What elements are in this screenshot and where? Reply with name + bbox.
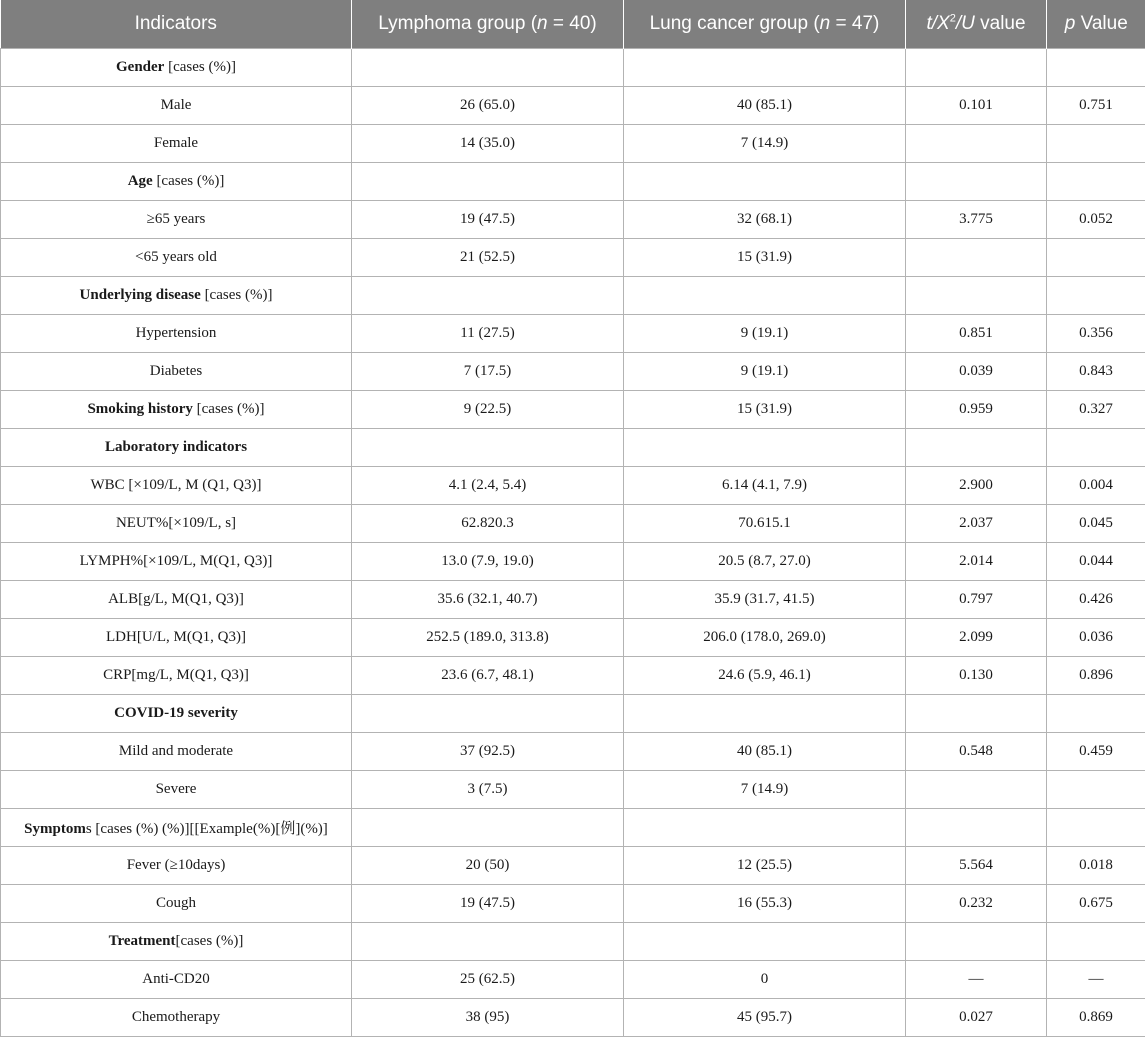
lymphoma-cell: 19 (47.5) — [352, 885, 624, 923]
lung-cancer-cell: 70.615.1 — [624, 505, 906, 543]
section-title: Laboratory indicators — [104, 439, 248, 455]
statistic-cell — [906, 695, 1047, 733]
p-value-cell: 0.426 — [1047, 581, 1145, 619]
lung-cancer-cell — [624, 695, 906, 733]
indicator-cell: Cough — [1, 885, 352, 923]
statistic-cell: 0.797 — [906, 581, 1047, 619]
p-value-cell: 0.052 — [1047, 201, 1145, 239]
section-row — [1, 391, 1145, 429]
indicator-cell: CRP[mg/L, M(Q1, Q3)] — [1, 657, 352, 695]
p-value-cell — [1047, 429, 1145, 467]
section-title-suffix: [cases (%)] — [152, 173, 225, 189]
section-row — [1, 695, 1145, 733]
p-value-cell: 0.045 — [1047, 505, 1145, 543]
table-body — [1, 49, 1145, 1037]
indicator-cell: Fever (≥10days) — [1, 847, 352, 885]
lymphoma-cell: 252.5 (189.0, 313.8) — [352, 619, 624, 657]
p-value-cell — [1047, 809, 1145, 847]
p-value-cell — [1047, 277, 1145, 315]
p-value-cell: 0.036 — [1047, 619, 1145, 657]
lymphoma-cell: 11 (27.5) — [352, 315, 624, 353]
p-value-cell: 0.896 — [1047, 657, 1145, 695]
statistic-cell: 2.900 — [906, 467, 1047, 505]
statistic-cell: 2.099 — [906, 619, 1047, 657]
table-row — [1, 999, 1145, 1037]
statistic-cell: 0.959 — [906, 391, 1047, 429]
lung-cancer-cell: 16 (55.3) — [624, 885, 906, 923]
table-row — [1, 467, 1145, 505]
p-value-cell — [1047, 695, 1145, 733]
indicator-cell — [1, 391, 352, 429]
indicator-cell: Diabetes — [1, 353, 352, 391]
table-row — [1, 657, 1145, 695]
table-row — [1, 961, 1145, 999]
section-title-suffix: s [cases (%) (%)][[Example(%)[例](%)] — [85, 821, 328, 837]
section-title-suffix: [cases (%)] — [164, 59, 236, 75]
lung-cancer-cell: 35.9 (31.7, 41.5) — [624, 581, 906, 619]
statistic-cell: 5.564 — [906, 847, 1047, 885]
indicator-cell — [1, 277, 352, 315]
table-row — [1, 543, 1145, 581]
lymphoma-cell: 14 (35.0) — [352, 125, 624, 163]
header-indicators-text: Indicators — [134, 13, 217, 34]
p-value-cell — [1047, 125, 1145, 163]
statistic-cell: 0.039 — [906, 353, 1047, 391]
table-row — [1, 315, 1145, 353]
indicator-cell: Mild and moderate — [1, 733, 352, 771]
lung-cancer-cell: 6.14 (4.1, 7.9) — [624, 467, 906, 505]
p-value-cell — [1047, 923, 1145, 961]
p-value-cell: 0.327 — [1047, 391, 1145, 429]
lung-cancer-cell: 15 (31.9) — [624, 239, 906, 277]
header-p-italic: p — [1064, 13, 1076, 34]
statistic-cell: 2.037 — [906, 505, 1047, 543]
lymphoma-cell: 21 (52.5) — [352, 239, 624, 277]
section-title-suffix: [cases (%)] — [200, 287, 273, 303]
section-title: Symptom — [24, 821, 86, 837]
indicator-cell: Female — [1, 125, 352, 163]
section-title: Smoking history — [87, 401, 193, 417]
lymphoma-cell — [352, 277, 624, 315]
statistic-cell — [906, 163, 1047, 201]
section-title-suffix: [cases (%)] — [175, 933, 244, 949]
section-title: Treatment — [108, 933, 176, 949]
lung-cancer-cell: 7 (14.9) — [624, 771, 906, 809]
header-stat-suffix: value — [974, 13, 1026, 34]
lymphoma-cell — [352, 49, 624, 87]
header-row — [1, 0, 1145, 49]
lymphoma-cell: 4.1 (2.4, 5.4) — [352, 467, 624, 505]
section-row — [1, 277, 1145, 315]
table-row — [1, 581, 1145, 619]
header-lung-suffix: = 47) — [830, 13, 880, 34]
lymphoma-cell: 13.0 (7.9, 19.0) — [352, 543, 624, 581]
indicator-cell: <65 years old — [1, 239, 352, 277]
lung-cancer-cell — [624, 49, 906, 87]
lung-cancer-cell: 24.6 (5.9, 46.1) — [624, 657, 906, 695]
header-lymphoma-n: n — [537, 13, 548, 34]
indicator-cell — [1, 809, 352, 847]
lymphoma-cell — [352, 163, 624, 201]
table-row — [1, 239, 1145, 277]
statistic-cell — [906, 125, 1047, 163]
lung-cancer-cell — [624, 809, 906, 847]
header-p-value — [1047, 0, 1145, 49]
p-value-cell — [1047, 49, 1145, 87]
header-stat-t: t — [926, 13, 932, 34]
lymphoma-cell — [352, 695, 624, 733]
section-title: COVID-19 severity — [114, 705, 238, 721]
p-value-cell: 0.018 — [1047, 847, 1145, 885]
header-indicators — [1, 0, 352, 49]
statistic-cell: 0.130 — [906, 657, 1047, 695]
indicator-cell: ≥65 years — [1, 201, 352, 239]
indicator-cell — [1, 49, 352, 87]
lymphoma-cell: 35.6 (32.1, 40.7) — [352, 581, 624, 619]
section-row — [1, 49, 1145, 87]
section-row — [1, 923, 1145, 961]
lung-cancer-cell: 0 — [624, 961, 906, 999]
header-stat-x: X — [937, 13, 950, 34]
lung-cancer-cell: 45 (95.7) — [624, 999, 906, 1037]
lung-cancer-cell: 7 (14.9) — [624, 125, 906, 163]
statistic-cell: 2.014 — [906, 543, 1047, 581]
p-value-cell: 0.356 — [1047, 315, 1145, 353]
header-stat-sep2: / — [955, 13, 962, 34]
p-value-cell — [1047, 163, 1145, 201]
table-row — [1, 733, 1145, 771]
section-row — [1, 163, 1145, 201]
lymphoma-cell: 3 (7.5) — [352, 771, 624, 809]
p-value-cell: — — [1047, 961, 1145, 999]
table-row — [1, 87, 1145, 125]
indicator-cell: LDH[U/L, M(Q1, Q3)] — [1, 619, 352, 657]
table-row — [1, 771, 1145, 809]
indicator-cell: Anti-CD20 — [1, 961, 352, 999]
table-row — [1, 847, 1145, 885]
lymphoma-cell — [352, 809, 624, 847]
lung-cancer-cell: 40 (85.1) — [624, 87, 906, 125]
indicator-cell: NEUT%[×109/L, s] — [1, 505, 352, 543]
lung-cancer-cell — [624, 429, 906, 467]
lymphoma-cell: 19 (47.5) — [352, 201, 624, 239]
statistic-cell: 0.027 — [906, 999, 1047, 1037]
lymphoma-cell: 23.6 (6.7, 48.1) — [352, 657, 624, 695]
statistic-cell: 0.232 — [906, 885, 1047, 923]
indicator-cell — [1, 429, 352, 467]
indicator-cell: Chemotherapy — [1, 999, 352, 1037]
statistic-cell: 0.548 — [906, 733, 1047, 771]
p-value-cell — [1047, 239, 1145, 277]
p-value-cell: 0.459 — [1047, 733, 1145, 771]
lung-cancer-cell — [624, 163, 906, 201]
header-stat-sep1: / — [931, 13, 938, 34]
table-row — [1, 505, 1145, 543]
section-title: Underlying disease — [79, 287, 201, 303]
lung-cancer-cell: 15 (31.9) — [624, 391, 906, 429]
p-value-cell: 0.004 — [1047, 467, 1145, 505]
indicator-cell — [1, 923, 352, 961]
lung-cancer-cell: 32 (68.1) — [624, 201, 906, 239]
header-lung-cancer-group — [624, 0, 906, 49]
indicator-cell: WBC [×109/L, M (Q1, Q3)] — [1, 467, 352, 505]
header-stat-sup: 2 — [949, 12, 956, 25]
header-lung-prefix: Lung cancer group ( — [649, 13, 820, 34]
lymphoma-cell: 9 (22.5) — [352, 391, 624, 429]
lung-cancer-cell — [624, 277, 906, 315]
lymphoma-cell: 62.820.3 — [352, 505, 624, 543]
lung-cancer-cell: 12 (25.5) — [624, 847, 906, 885]
lymphoma-cell: 26 (65.0) — [352, 87, 624, 125]
statistic-cell: 3.775 — [906, 201, 1047, 239]
table-row — [1, 201, 1145, 239]
p-value-cell: 0.044 — [1047, 543, 1145, 581]
header-lymphoma-suffix: = 40) — [547, 13, 597, 34]
lymphoma-cell — [352, 429, 624, 467]
indicator-cell — [1, 163, 352, 201]
header-statistic-value — [906, 0, 1047, 49]
p-value-cell — [1047, 771, 1145, 809]
header-lymphoma-prefix: Lymphoma group ( — [378, 13, 538, 34]
table-row — [1, 619, 1145, 657]
statistic-cell — [906, 49, 1047, 87]
statistic-cell: 0.101 — [906, 87, 1047, 125]
indicator-cell: Male — [1, 87, 352, 125]
header-lung-n: n — [819, 13, 831, 34]
section-title: Age — [127, 173, 153, 189]
lung-cancer-cell: 20.5 (8.7, 27.0) — [624, 543, 906, 581]
lymphoma-cell — [352, 923, 624, 961]
lung-cancer-cell: 206.0 (178.0, 269.0) — [624, 619, 906, 657]
section-row — [1, 429, 1145, 467]
indicator-cell: Hypertension — [1, 315, 352, 353]
lymphoma-cell: 20 (50) — [352, 847, 624, 885]
section-title: Gender — [116, 59, 165, 75]
table-row — [1, 885, 1145, 923]
table-row — [1, 353, 1145, 391]
header-stat-u: U — [961, 13, 975, 34]
statistic-cell — [906, 429, 1047, 467]
header-lymphoma-group — [352, 0, 624, 49]
statistic-cell — [906, 809, 1047, 847]
table-header — [1, 0, 1145, 49]
p-value-cell: 0.843 — [1047, 353, 1145, 391]
lung-cancer-cell: 40 (85.1) — [624, 733, 906, 771]
lymphoma-cell: 37 (92.5) — [352, 733, 624, 771]
statistic-cell: — — [906, 961, 1047, 999]
statistic-cell — [906, 771, 1047, 809]
indicator-cell: ALB[g/L, M(Q1, Q3)] — [1, 581, 352, 619]
statistic-cell: 0.851 — [906, 315, 1047, 353]
section-title-suffix: [cases (%)] — [192, 401, 265, 417]
p-value-cell: 0.675 — [1047, 885, 1145, 923]
statistic-cell — [906, 277, 1047, 315]
lung-cancer-cell — [624, 923, 906, 961]
table-row — [1, 125, 1145, 163]
lung-cancer-cell: 9 (19.1) — [624, 315, 906, 353]
indicator-cell — [1, 695, 352, 733]
header-p-suffix: Value — [1075, 13, 1128, 34]
section-row — [1, 809, 1145, 847]
lymphoma-cell: 38 (95) — [352, 999, 624, 1037]
p-value-cell: 0.751 — [1047, 87, 1145, 125]
lymphoma-cell: 7 (17.5) — [352, 353, 624, 391]
indicator-cell: LYMPH%[×109/L, M(Q1, Q3)] — [1, 543, 352, 581]
statistic-cell — [906, 923, 1047, 961]
p-value-cell: 0.869 — [1047, 999, 1145, 1037]
statistic-cell — [906, 239, 1047, 277]
lymphoma-cell: 25 (62.5) — [352, 961, 624, 999]
lung-cancer-cell: 9 (19.1) — [624, 353, 906, 391]
indicator-cell: Severe — [1, 771, 352, 809]
